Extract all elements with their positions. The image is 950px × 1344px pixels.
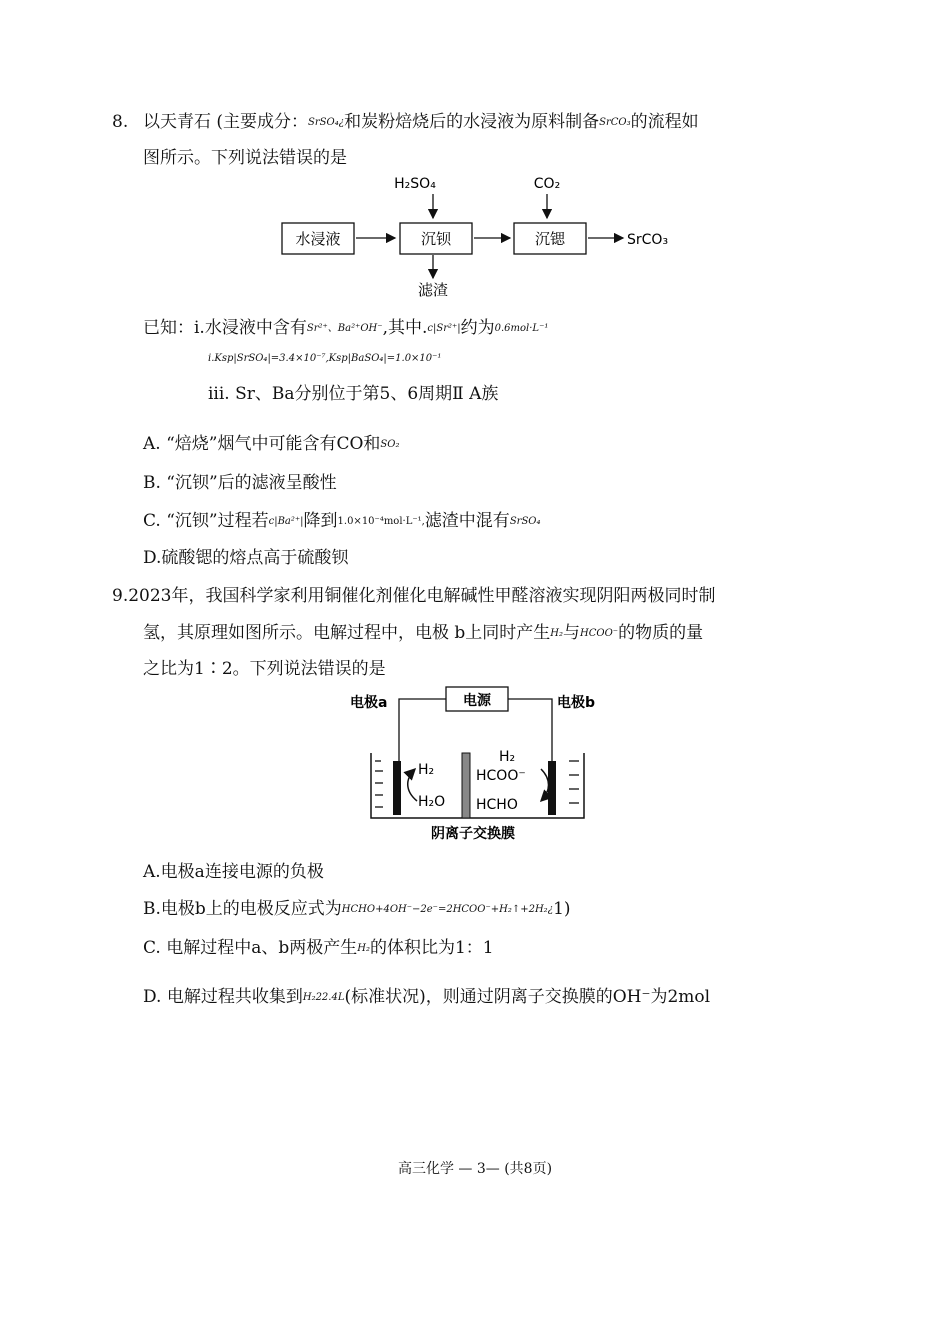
q9-stem-line2: 氢，其原理如图所示。电解过程中，电极 b上同时产生H₂与HCOO⁻的物质的量 <box>143 623 704 643</box>
q8-option-d: D.硫酸锶的熔点高于硫酸钡 <box>143 548 349 568</box>
flow-box-ba-precip-label: 沉钡 <box>420 230 452 248</box>
q9-stem-line3: 之比为1∶2。下列说法错误的是 <box>143 659 386 679</box>
h2o-label: H₂O <box>418 794 446 810</box>
anion-exchange-membrane <box>462 753 470 818</box>
q8-number: 8. <box>112 112 129 132</box>
flow-co2-label: CO₂ <box>533 176 561 192</box>
electrolysis-diagram <box>345 683 610 845</box>
electrode-a <box>393 761 401 815</box>
electrode-b <box>548 761 556 815</box>
flow-product-label: SrCO₃ <box>627 232 669 248</box>
q8-stem-line1: 以天青石 (主要成分：SrSO₄¿和炭粉焙烧后的水浸液为原料制备SrCO₃的流程如 <box>143 112 699 132</box>
q8-option-a: A. “焙烧”烟气中可能含有CO和SO₂ <box>143 434 400 454</box>
q8-known-ii: i.Ksp|SrSO₄|=3.4×10⁻⁷,Ksp|BaSO₄|=1.0×10⁻¹ <box>208 353 442 364</box>
q8-option-c: C. “沉钡”过程若c|Ba²⁺|降到1.0×10⁻⁴mol·L⁻¹,滤渣中混有SrSO₄ <box>143 511 541 531</box>
electrode-b-label: 电极b <box>557 695 596 711</box>
q9-option-a: A.电极a连接电源的负极 <box>143 862 324 882</box>
left-h2-label: H₂ <box>418 762 435 778</box>
power-source-label: 电源 <box>463 693 491 709</box>
flow-diagram <box>270 168 690 303</box>
q8-option-b: B. “沉钡”后的滤液呈酸性 <box>143 473 337 493</box>
q9-option-c: C. 电解过程中a、b两极产生H₂的体积比为1：1 <box>143 938 494 958</box>
flow-box-sr-precip-label: 沉锶 <box>534 230 566 248</box>
flow-box-water-leach-label: 水浸液 <box>295 230 341 248</box>
flow-residue-label: 滤渣 <box>417 281 449 299</box>
q9-option-b: B.电极b上的电极反应式为HCHO+4OH⁻−2e⁻=2HCOO⁻+H₂↑+2H₂¿1) <box>143 899 571 919</box>
right-h2-label: H₂ <box>499 749 516 765</box>
hcoo-label: HCOO⁻ <box>476 768 526 784</box>
q9-option-d: D. 电解过程共收集到H₂22.4L(标准状况)，则通过阴离子交换膜的OH⁻为2mol <box>143 987 711 1007</box>
flow-h2so4-label: H₂SO₄ <box>394 176 436 192</box>
electrode-a-label: 电极a <box>350 695 388 711</box>
page-footer: 高三化学 — 3— (共8页) <box>397 1161 553 1177</box>
q8-known-i: 已知：i.水浸液中含有Sr²⁺、Ba²⁺OH⁻,其中.c|Sr²⁺|约为0.6mol·L⁻¹ <box>143 318 549 338</box>
q8-stem-line2: 图所示。下列说法错误的是 <box>143 148 347 168</box>
hcho-label: HCHO <box>476 797 518 813</box>
membrane-label: 阴离子交换膜 <box>431 826 515 842</box>
q9-stem-line1: 9.2023年，我国科学家利用铜催化剂催化电解碱性甲醛溶液实现阴阳两极同时制 <box>112 586 716 606</box>
q8-known-iii: iii. Sr、Ba分别位于第5、6周期Ⅱ A族 <box>208 384 499 404</box>
